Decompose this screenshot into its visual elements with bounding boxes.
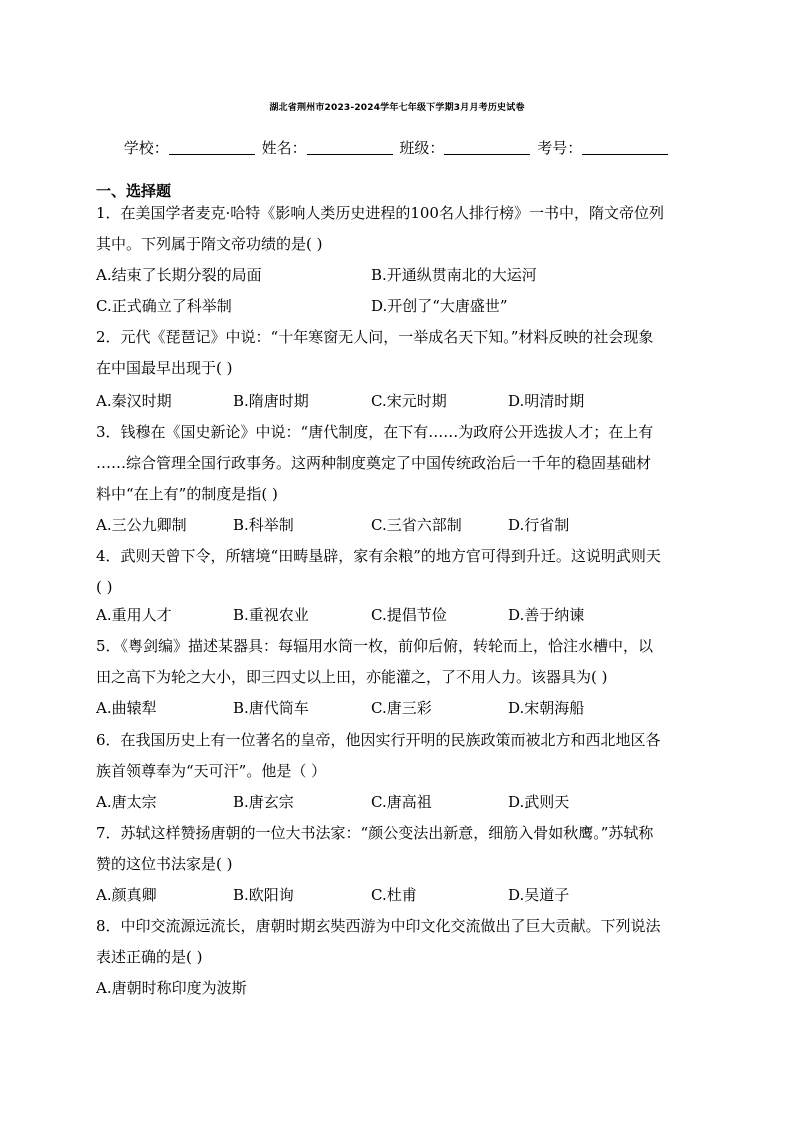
- question-7-option-d: D.吴道子: [508, 886, 570, 904]
- exam-title: 湖北省荆州市2023-2024学年七年级下学期3月月考历史试卷: [269, 103, 525, 113]
- question-1-line-2: 其中。下列属于隋文帝功绩的是( ): [96, 235, 323, 253]
- question-3-option-b: B.科举制: [233, 516, 294, 534]
- name-label: 姓名：: [261, 139, 307, 157]
- school-label: 学校：: [123, 139, 169, 157]
- question-6-line-1: 6．在我国历史上有一位著名的皇帝，他因实行开明的民族政策而被北方和西北地区各: [96, 731, 661, 749]
- question-4-option-d: D.善于纳谏: [508, 606, 585, 624]
- exam-number-blank[interactable]: [582, 140, 668, 155]
- question-8-option-a: A.唐朝时称印度为波斯: [96, 979, 247, 997]
- question-7-option-b: B.欧阳询: [233, 886, 294, 904]
- question-1-option-d: D.开创了“大唐盛世”: [371, 297, 508, 315]
- question-7-option-c: C.杜甫: [371, 886, 417, 904]
- question-5-option-b: B.唐代筒车: [233, 699, 309, 717]
- question-4-option-c: C.提倡节俭: [371, 606, 447, 624]
- question-6-option-d: D.武则天: [508, 793, 570, 811]
- question-7-line-2: 赞的这位书法家是( ): [96, 855, 233, 873]
- question-3-line-2: ……综合管理全国行政事务。这两种制度奠定了中国传统政治后一千年的稳固基础材: [96, 454, 652, 472]
- name-blank[interactable]: [307, 140, 393, 155]
- question-6-option-a: A.唐太宗: [96, 793, 157, 811]
- question-3-option-a: A.三公九卿制: [96, 516, 187, 534]
- exam-number-label: 考号：: [537, 139, 583, 157]
- question-2-option-c: C.宋元时期: [371, 392, 447, 410]
- question-3-option-c: C.三省六部制: [371, 516, 462, 534]
- question-1-option-c: C.正式确立了科举制: [96, 297, 232, 315]
- question-7-line-1: 7．苏轼这样赞扬唐朝的一位大书法家：“颜公变法出新意，细筋入骨如秋鹰。”苏轼称: [96, 824, 654, 842]
- question-1-line-1: 1．在美国学者麦克·哈特《影响人类历史进程的100名人排行榜》一书中，隋文帝位列: [96, 204, 664, 222]
- question-2-option-b: B.隋唐时期: [233, 392, 309, 410]
- question-2-option-d: D.明清时期: [508, 392, 585, 410]
- question-6-option-b: B.唐玄宗: [233, 793, 294, 811]
- question-2-line-2: 在中国最早出现于( ): [96, 359, 233, 377]
- question-2-line-1: 2．元代《琵琶记》中说：“十年寒窗无人问，一举成名天下知。”材料反映的社会现象: [96, 328, 654, 346]
- school-blank[interactable]: [169, 140, 255, 155]
- question-7-option-a: A.颜真卿: [96, 886, 157, 904]
- question-4-option-b: B.重视农业: [233, 606, 309, 624]
- question-4-option-a: A.重用人才: [96, 606, 172, 624]
- question-8-line-2: 表述正确的是( ): [96, 948, 203, 966]
- question-8-line-1: 8．中印交流源远流长，唐朝时期玄奘西游为中印文化交流做出了巨大贡献。下列说法: [96, 917, 661, 935]
- class-blank[interactable]: [444, 140, 530, 155]
- question-5-line-2: 田之高下为轮之大小，即三四丈以上田，亦能灌之，了不用人力。该器具为( ): [96, 668, 608, 686]
- question-1-option-a: A.结束了长期分裂的局面: [96, 266, 262, 284]
- question-5-option-c: C.唐三彩: [371, 699, 432, 717]
- question-5-line-1: 5．《粤剑编》描述某器具：每辐用水筒一枚，前仰后俯，转轮而上，恰注水槽中，以: [96, 637, 654, 655]
- question-5-option-a: A.曲辕犁: [96, 699, 157, 717]
- student-info-line: [0, 137, 794, 158]
- class-label: 班级：: [399, 139, 445, 157]
- question-3-line-1: 3．钱穆在《国史新论》中说：“唐代制度，在下有……为政府公开选拔人才；在上有: [96, 423, 654, 441]
- question-3-line-3: 料中“在上有”的制度是指( ): [96, 485, 278, 503]
- question-6-option-c: C.唐高祖: [371, 793, 432, 811]
- question-5-option-d: D.宋朝海船: [508, 699, 585, 717]
- question-1-option-b: B.开通纵贯南北的大运河: [371, 266, 537, 284]
- question-4-line-1: 4．武则天曾下令，所辖境“田畴垦辟，家有余粮”的地方官可得到升迁。这说明武则天: [96, 547, 661, 565]
- section-heading: 一、选择题: [96, 182, 172, 200]
- question-4-line-2: ( ): [96, 578, 113, 596]
- question-6-line-2: 族首领尊奉为“天可汗”。他是（ ）: [96, 762, 327, 780]
- question-3-option-d: D.行省制: [508, 516, 570, 534]
- question-2-option-a: A.秦汉时期: [96, 392, 172, 410]
